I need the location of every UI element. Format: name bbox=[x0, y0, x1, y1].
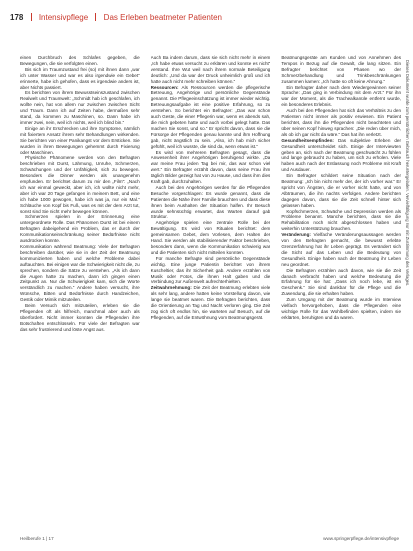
paragraph-text: Auch bei den Pflegenden hat sich das Verhältnis zu den Patienten nicht immer als positiv erwiesen. Ein Patient berichtet, dass ihn die Pflegenden nicht beachteten und über seinen Kopf hinweg sprachen: „Die reden über mich, als ob ich gar nicht da wäre.“ Das hat ihn verletzt. bbox=[281, 108, 402, 137]
copyright-text: Dieses Dokument wurde zum persönlichen Gebrauch heruntergeladen. Vervielfältigung nur mit Zustimmung des Verlages. bbox=[405, 60, 410, 287]
paragraph bbox=[151, 220, 271, 255]
paragraph-text: Ein Befragter daher nach dem Wiedergewinnen seiner Sprache: „Das ging in Verbindung mit dem Arzt.“ Für ihn war der Moment, als die Trachealkanüle entfernt wurde, ein besonderes Erlebnis. bbox=[281, 84, 402, 108]
copyright-side-note bbox=[403, 60, 411, 530]
paragraph-text: Physische Phänomene werden von den Befragten beschrieben mit Durst, Lähmung, Unruhe, Schmerzen, Schwächungen und der Unfähigkeit, sich zu bewegen. Besonders die Dinner werden als unangenehm empfunden. Er berichtet darum zu mir den „Film“: „Nach ich war einmal geweckt, aber ich, ich wollte nicht mehr, aber ich war 20 Tage gefangen in meinem Bett, und eine ich habe 1000 gewogen, habe ich was ja, nur ein Mal.“ Schläuche von Kopf bis Fuß, was es mit der dem Arzt tut, sonst sind Sie nicht mehr bewegen können. bbox=[20, 155, 140, 214]
article-body bbox=[20, 55, 401, 515]
run-in-heading: Veränderung: bbox=[281, 232, 314, 238]
paragraph bbox=[151, 150, 271, 185]
paragraph bbox=[281, 268, 401, 298]
paragraph bbox=[151, 85, 271, 150]
paragraph bbox=[20, 67, 140, 91]
paragraph bbox=[281, 209, 401, 233]
page-footer bbox=[20, 535, 399, 543]
paragraph bbox=[20, 126, 140, 156]
page-number: 178 bbox=[10, 13, 24, 22]
paragraph bbox=[281, 232, 401, 267]
header-divider bbox=[31, 13, 32, 21]
paragraph-text: Die Befragten erzählen auch davon, wie sie die Zeit danach verbracht haben und welche Bedeutung die Erfahrung für sie hat: „Dass ich noch lebe, ist ein Geschenk.“ Sie sind dankbar für die Pflege und die Zuwendung, die sie erhalten haben. bbox=[281, 267, 402, 297]
paragraph-text: Vielfache Veränderungsaussagen werden von den Befragten gemacht, die bewusst erlebte Grenzerfahrung hat ihr Leben geprägt. Es verändert sich die Sicht auf das Leben und die Bedeutung von Gesundheit. Einige haben nach der Beatmung ihr Leben neu geordnet. bbox=[281, 232, 402, 267]
paragraph-text: Die Zeit der Beatmung erlebten viele als sehr lang, andere hatten keine Vorstellung davon, wie lange sie beatmet waren. Die Befragten berichten, dass die Orientierung an Tag und Nacht verloren ging. Die Zeit zog sich oft endlos hin, sie warteten auf Besuch, auf die Pflegenden, auf die Entwöhnung vom Beatmungsgerät. bbox=[150, 285, 271, 320]
paragraph bbox=[281, 108, 401, 138]
page-header bbox=[10, 12, 393, 24]
paragraph bbox=[281, 138, 401, 173]
paragraph-text: Einige an ihr Erschrecken und ihre Symptome, nämlich mit fixiertem Ansatz ihrem sehr Behandlungen wirkenden. Sie berichten von einer Panikangst vor dem Ersticken. Sie wurden in ihren Bewegungen gehemmt durch Fixierung oder Maschinen. bbox=[20, 125, 140, 155]
paragraph-text: Als Ressourcen werden die pflegerische Betreuung, Angehörige und persönliche Gegenstände genannt. Die Pflegeeinschätzung ist immer wieder wichtig. Betreuungsaufgabe ist eine positive Erfahrung, so zu verstehen. So berichtet ein Befragter: „Das war schon auch Geste, die einer Pflegerin war, wenn es abends sah, die mich gebeten hatte und auch vorbei gelegt hatte. Das machen Sie sonst, und so.“ Er spricht davon, dass sie die Fürsorge der Pflegenden genau kannte und ihm Hoffnung gab, nicht ängstlich zu sein. „Also, ich hab mich sicher gefühlt, weil ich wusste, die sind da, wenn etwas ist.“ bbox=[150, 84, 271, 149]
paragraph-text: Für manche Befragte sind persönliche Gegenstände wichtig. Eine junge Patientin berichtet von ihrem Kuscheltier, das ihr Sicherheit gab. Andere erzählen von Musik oder Fotos, die ihnen Halt gaben und die Verbindung zur Außenwelt aufrechterhielten. bbox=[150, 255, 271, 285]
paragraph bbox=[20, 55, 140, 67]
paragraph-text: Auch Ba indem darum, dass sie sich nicht mehr in einem „Ich habe etwas versucht zu erklären und konnte es nicht“ verstand. Ihre Wut weil nach ihrem normale Beteiligung deutlich: „Und da war der Druck unheimlich groß und ich hatte auch nicht mehr schreiben können.“ bbox=[150, 55, 271, 84]
footer-left: Heilberufe 1 | 17 bbox=[20, 536, 54, 541]
column-2 bbox=[151, 55, 271, 515]
paragraph bbox=[20, 90, 140, 125]
paragraph bbox=[281, 55, 401, 85]
paragraph bbox=[20, 155, 140, 214]
paragraph-text: Auch bei den Angehörigen werden für die Pflegenden Besuche vorgeschlagen: Es wurde genannt, dass die Patienten die Nähe ihrer Familie brauchten und dass diese ihnen beim Aushalten der Situation halfen. Ihr Besuch wurde sehnsüchtig erwartet, das Warten darauf gab Struktur. bbox=[150, 184, 271, 220]
header-divider bbox=[95, 13, 96, 21]
column-3 bbox=[281, 55, 401, 515]
paragraph bbox=[281, 173, 401, 208]
paragraph bbox=[151, 185, 271, 220]
run-in-heading: Gesundheitsempfinden: bbox=[281, 137, 338, 143]
paragraph-text: Es berichten von ihrem Bewusstseinszustand zwischen Realwelt und Traumwelt: „Schmidt hab ich geschlafen, ich wollte nein, hat von allem nur zwischen zwischen Sicht und Traum. Dann ich auf Zeiten habe, dermaßen sehr stand, da kommen zu Maschinen, so. Dann habe ich immer zwei, nein, weil ich nichts, weil ich blind bin.“ bbox=[20, 90, 140, 125]
paragraph-text: Angehörige spielen eine zentrale Rolle bei der Bewältigung. Es wird von Ritualen berichtet: dem gemeinsamen Gebet, dem Vorlesen, dem Halten der Hand. Sie werden als stabilisierender Faktor beschrieben, besonders dann, wenn die Kommunikation schwierig war und die Patienten sich nicht mitteilen konnten. bbox=[150, 220, 271, 255]
paragraph-text: Beatmungsgeräte am Kunden und von Annehmen des Tempos in Bezug auf die Gewalt, die lang sitzen. Ein Befragter berichtet von Phasen wo der Schmerzbehandlung und Trinkbeschränkungen zusammen kamen: „Ich hatte so oft keine Ahnung.“ bbox=[281, 55, 402, 84]
paragraph-text: Das subjektive Erleben der Gesundheit unterscheidet sich. Einige der Interviewten geben an, sich nach der Beatmung geschwächt zu fühlen und lange gebraucht zu haben, um sich zu erholen. Viele haben auch nach der Entlassung noch Probleme mit Kraft und Ausdauer. bbox=[281, 137, 402, 173]
paragraph-text: Bis sich im Traumzustand frei (so) mit ihnen dann „war ich unter Wasser und war es also irgendwie ein Gebet“ erinnerte, habe ich gehofen, dass es irgendwie anders ist, aber Nichts passiert. bbox=[20, 66, 140, 90]
paragraph bbox=[20, 244, 140, 303]
paragraph-text: Es wird von mehreren Befragten gesagt, dass die Anwesenheit ihrer Angehörigen beruhigend wirkte. „Da war meine Frau jeden Tag bei mir, das war schon viel wert.“ Ein Befragter erzählt davon, dass seine Frau ihm täglich Bilder gezeigt hat von zu Hause, und dass ihm dies Kraft gab, durchzuhalten. bbox=[150, 149, 271, 185]
paragraph bbox=[281, 297, 401, 321]
paragraph-text: Schmerzen spielen in der Erinnerung eine untergeordnete Rolle. Das Phänomen Durst ist bei einem Befragten dabeigehend ein Problem, das er durch der Kommunikationseinschränkung seiner Bedürfnisse nicht ausdrücken konnte. bbox=[20, 214, 140, 244]
paragraph bbox=[20, 214, 140, 244]
paragraph-text: Beim Versuch sich mitzuteilen, erleben sie die Pflegenden oft als hilfreich, manchmal aber auch als überfordert. Nicht immer konnten die Pflegenden ihre Botschaften entschlüsseln. Für viele der Befragten war das sehr frustrierend und löste Angst aus. bbox=[20, 303, 140, 332]
run-in-heading: Zeitwahrnehmung: bbox=[150, 285, 194, 291]
paragraph-text: Kopfschmerzen, Schwäche und Depression werden als Probleme benannt. Manche berichten, dass sie die Rehabilitation noch nicht abgeschlossen haben und weiterhin Unterstützung brauchen. bbox=[281, 208, 402, 232]
paragraph-text: Zum Umgang mit der Beatmung wurde im Interview vielfach hervorgehoben, dass die Pflegenden eine wichtige Rolle für das Wohlbefinden spielten, indem sie erklärten, beruhigten und da waren. bbox=[281, 297, 402, 320]
paragraph-text: einen Durchbruch des Schlafes gegeben, die Bewegungen, die sie verfolgten einen. bbox=[20, 55, 140, 66]
paragraph-text: Kommunikation während Beatmung: Viele der Befragten beschreiben darüber, wie sie in der Zeit der Beatmung kommunizierten haben und welche Probleme dabei auftauchten. Bei einigen war die Schwierigkeit nicht die, zu sprechen, sondern die Sätze zu verstehen. „Als ich dann die Augen hatte zu machen, dann ich gingen einen Zeitpunkt an. Nur die Schwierigkeit kam, sich die Worte verständlich zu machen.“ Andere haben versucht, ihre Wünsche, Bitten und Bedürfnisse durch Handzeichen, Gestik oder Mimik mitzuteilen. bbox=[20, 244, 140, 303]
paragraph bbox=[151, 256, 271, 286]
column-1 bbox=[20, 55, 140, 515]
paragraph bbox=[281, 85, 401, 109]
paragraph bbox=[151, 55, 271, 85]
footer-url[interactable]: www.springerpflege.de/intensivpflege bbox=[323, 536, 399, 541]
run-in-heading: Ressourcen: bbox=[150, 84, 182, 90]
journal-name: Intensivpflege bbox=[38, 13, 89, 22]
paragraph-text: Ein Befragter schildert seine Situation nach der Beatmung: „Ich bin nicht mehr der, der ich vorher war.“ Er spricht von Ängsten, die er vorher nicht hatte, und von Albträumen, die ihn nachts verfolgen. Andere berichten dagegen davon, dass sie die Zeit schnell hinter sich gelassen haben. bbox=[281, 173, 402, 208]
paragraph bbox=[20, 303, 140, 333]
paragraph bbox=[151, 285, 271, 320]
section-title: Das Erleben beatmeter Patienten bbox=[103, 13, 222, 22]
